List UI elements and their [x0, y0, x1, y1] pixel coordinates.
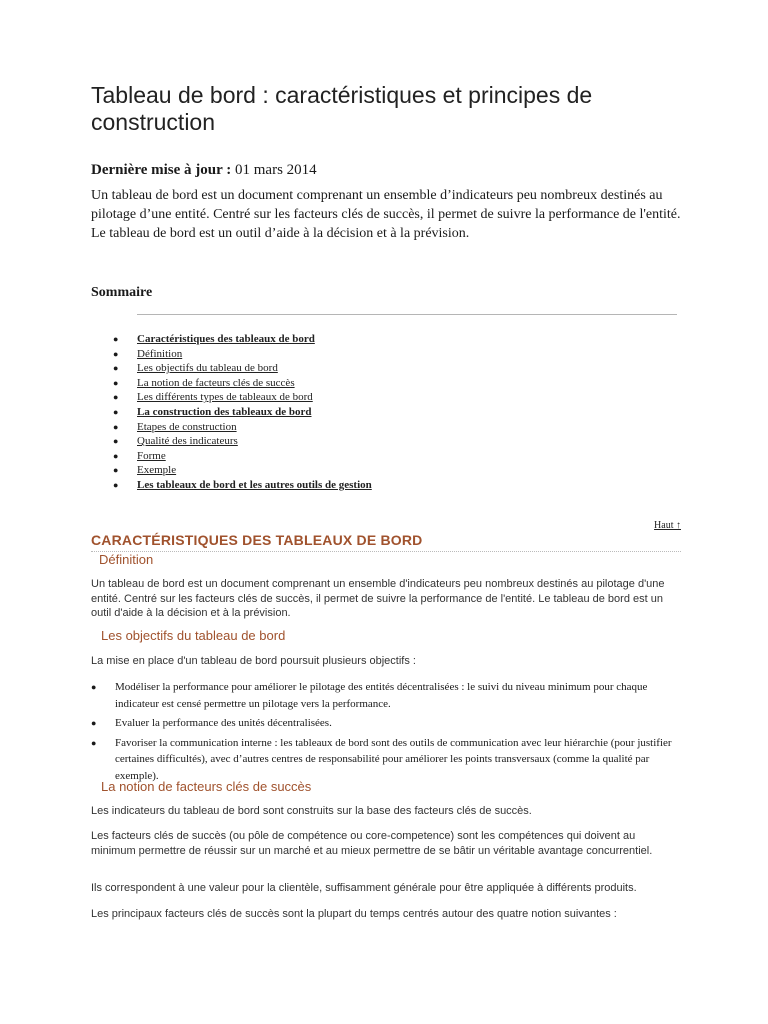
toc-link-exemple[interactable]: Exemple — [137, 464, 177, 477]
toc-link-definition[interactable]: Définition — [137, 347, 183, 360]
back-to-top-link[interactable]: Haut ↑ — [654, 520, 681, 531]
toc-item — [91, 434, 681, 449]
toc-link-construction[interactable]: La construction des tableaux de bord — [137, 405, 312, 418]
toc-item — [91, 405, 681, 420]
bullet-icon: ● — [113, 334, 119, 344]
objectif-text: Modéliser la performance pour améliorer le pilotage des entités décentralisées : le suivi du niveau minimum pour chaque indicateur est censé permettre un pilotage vers la performance. — [115, 681, 648, 710]
subheading-facteurs: La notion de facteurs clés de succès — [101, 779, 312, 794]
bullet-icon: ● — [113, 377, 119, 388]
back-to-top — [654, 520, 681, 531]
toc-link-types[interactable]: Les différents types de tableaux de bord — [137, 391, 313, 404]
last-updated-label: Dernière mise à jour : — [91, 162, 232, 178]
toc-item — [91, 420, 681, 435]
subheading-objectifs: Les objectifs du tableau de bord — [101, 628, 286, 643]
toc-link-etapes[interactable]: Etapes de construction — [137, 420, 237, 433]
bullet-icon: ● — [113, 450, 119, 461]
toc-item — [91, 390, 681, 405]
objectifs-list — [91, 679, 681, 787]
bullet-icon: ● — [113, 348, 119, 359]
sommaire-title: Sommaire — [91, 285, 153, 300]
bullet-icon: ● — [113, 436, 119, 447]
table-of-contents — [91, 332, 681, 493]
facteurs-paragraph-1: Les indicateurs du tableau de bord sont construits sur la base des facteurs clés de succès. — [91, 805, 532, 817]
bullet-icon: ● — [113, 406, 119, 417]
toc-item — [91, 463, 681, 478]
toc-item — [91, 361, 681, 376]
toc-link-autres-outils[interactable]: Les tableaux de bord et les autres outils de gestion — [137, 478, 372, 491]
toc-item — [91, 449, 681, 464]
toc-item — [91, 376, 681, 391]
toc-link-caracteristiques[interactable]: Caractéristiques des tableaux de bord — [137, 333, 315, 345]
facteurs-paragraph-2: Les facteurs clés de succès (ou pôle de compétence ou core-competence) sont les compétences qui doivent au minimum permettre de réussir sur un marché et au mieux permettre de se bâtir un véritable avantage concurrentiel. — [91, 830, 653, 857]
list-item — [91, 679, 681, 712]
bullet-icon: ● — [113, 465, 119, 476]
page-title: Tableau de bord : caractéristiques et principes de construction — [91, 82, 593, 135]
facteurs-paragraph-4: Les principaux facteurs clés de succès sont la plupart du temps centrés autour des quatre notion suivantes : — [91, 908, 617, 920]
last-updated — [91, 160, 681, 180]
facteurs-paragraph-3: Ils correspondent à une valeur pour la clientèle, suffisamment générale pour être appliquée à différents produits. — [91, 882, 637, 894]
bullet-icon: ● — [91, 718, 97, 728]
toc-item — [91, 347, 681, 362]
toc-item — [91, 332, 681, 347]
document-page — [91, 82, 681, 920]
toc-link-qualite[interactable]: Qualité des indicateurs — [137, 435, 238, 448]
definition-paragraph: Un tableau de bord est un document comprenant un ensemble d'indicateurs peu nombreux destinés au pilotage d'une entité. Centré sur les facteurs clés de succès, il permet de suivre la performance de l'entité. Le tableau de bord est un outil d'aide à la décision et à la prévision. — [91, 578, 665, 619]
section-divider — [91, 551, 681, 552]
section-heading-caracteristiques: CARACTÉRISTIQUES DES TABLEAUX DE BORD — [91, 532, 423, 548]
bullet-icon: ● — [91, 682, 97, 692]
bullet-icon: ● — [113, 479, 119, 490]
toc-divider — [137, 314, 677, 315]
bullet-icon: ● — [113, 392, 119, 403]
list-item — [91, 735, 681, 785]
bullet-icon: ● — [113, 421, 119, 432]
toc-link-objectifs[interactable]: Les objectifs du tableau de bord — [137, 362, 278, 375]
subheading-definition: Définition — [99, 552, 154, 567]
bullet-icon: ● — [113, 363, 119, 374]
bullet-icon: ● — [91, 737, 97, 748]
intro-paragraph: Un tableau de bord est un document comprenant un ensemble d’indicateurs peu nombreux destinés au pilotage d’une entité. Centré sur les facteurs clés de succès, il permet de suivre la performance de l'entité. Le tableau de bord est un outil d’aide à la décision et à la prévision. — [91, 188, 681, 241]
toc-item — [91, 478, 681, 493]
objectif-text: Evaluer la performance des unités décentralisées. — [115, 717, 332, 729]
list-item — [91, 715, 681, 732]
toc-link-forme[interactable]: Forme — [137, 449, 166, 462]
last-updated-date: 01 mars 2014 — [235, 162, 317, 178]
objectifs-intro: La mise en place d'un tableau de bord poursuit plusieurs objectifs : — [91, 655, 416, 667]
toc-link-facteurs[interactable]: La notion de facteurs clés de succès — [137, 376, 295, 389]
objectif-text: Favoriser la communication interne : les tableaux de bord sont des outils de communication avec leur hiérarchie (pour justifier certaines difficultés), avec d’autres centres de responsabilité pour améliorer les points transversaux (comme la qualité par exemple). — [115, 736, 672, 782]
